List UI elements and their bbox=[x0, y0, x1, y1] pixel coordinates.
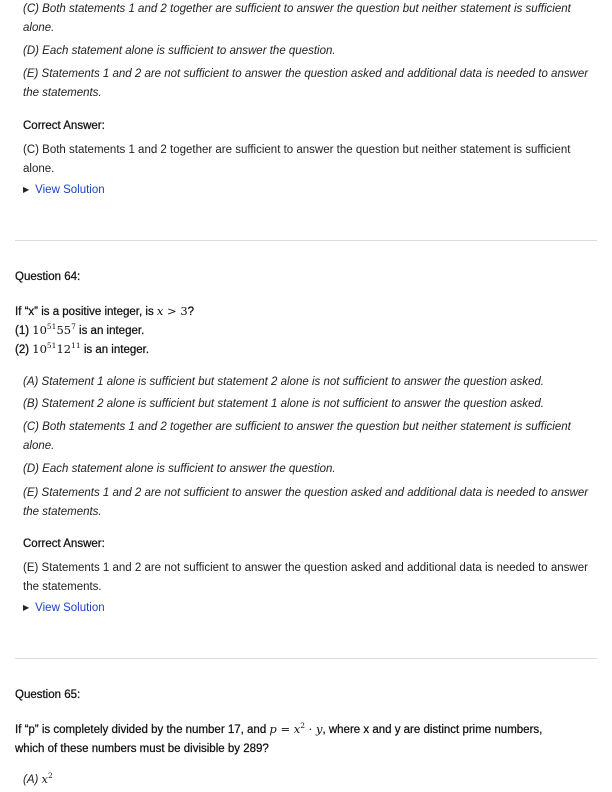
q64-s2-base1: 10 bbox=[32, 342, 47, 356]
q64-stem-var: x bbox=[156, 304, 164, 318]
q63-option-d: (D) Each statement alone is sufficient to answer the question. bbox=[23, 45, 336, 57]
q65-title: Question 65: bbox=[15, 689, 81, 701]
q63-option-e: (E) Statements 1 and 2 are not sufficient to answer the question asked and additional data is needed to answer the statements. bbox=[23, 68, 589, 99]
q64-option-e: (E) Statements 1 and 2 are not sufficient to answer the question asked and additional data is needed to answer the statements. bbox=[23, 487, 589, 518]
q64-statement-2 bbox=[15, 340, 595, 360]
q64-option-d: (D) Each statement alone is sufficient to answer the question. bbox=[23, 463, 336, 475]
q64-stem bbox=[15, 302, 595, 322]
q64-option-a: (A) Statement 1 alone is sufficient but statement 2 alone is not sufficient to answer the question asked. bbox=[23, 376, 544, 388]
q64-s1-prefix: (1) bbox=[15, 325, 33, 337]
divider bbox=[15, 240, 597, 241]
q65-stem-line2: which of these numbers must be divisible by 289? bbox=[15, 743, 269, 755]
q64-s1-exp1: 51 bbox=[46, 322, 57, 331]
q65-stem-part2: , where x and y are distinct prime numbers, bbox=[322, 724, 543, 736]
q65-stem-part1: If “p” is completely divided by the number 17, and bbox=[15, 724, 270, 736]
q63-option-c: (C) Both statements 1 and 2 together are sufficient to answer the question but neither statement is sufficient alone. bbox=[23, 3, 571, 34]
q64-view-solution-link[interactable] bbox=[23, 602, 105, 614]
q64-s2-exp2: 11 bbox=[71, 341, 81, 350]
q65-stem-math: p = x bbox=[269, 722, 301, 736]
q63-view-solution-label: View Solution bbox=[35, 184, 105, 196]
q63-view-solution-link[interactable] bbox=[23, 184, 105, 196]
q64-stem-inequality: > 3 bbox=[163, 304, 188, 318]
q64-s1-suffix: is an integer. bbox=[75, 325, 145, 337]
q64-s2-suffix: is an integer. bbox=[80, 344, 150, 356]
q64-option-c: (C) Both statements 1 and 2 together are sufficient to answer the question but neither statement is sufficient alone. bbox=[23, 421, 571, 452]
q64-s1-base2: 55 bbox=[56, 323, 72, 337]
play-triangle-icon: ▶ bbox=[23, 185, 30, 194]
q64-stem-suffix: ? bbox=[187, 306, 195, 318]
q63-correct-answer-label: Correct Answer: bbox=[23, 120, 105, 132]
q64-option-b: (B) Statement 2 alone is sufficient but statement 1 alone is not sufficient to answer the question asked. bbox=[23, 398, 544, 410]
q65-option-a-prefix: (A) bbox=[23, 774, 42, 786]
q65-option-a bbox=[23, 770, 603, 790]
q64-s2-base2: 12 bbox=[56, 342, 72, 356]
q64-s2-exp1: 51 bbox=[46, 341, 57, 350]
q65-option-a-exp: 2 bbox=[48, 771, 53, 780]
q64-correct-answer-text: (E) Statements 1 and 2 are not sufficient to answer the question asked and additional data is needed to answer the statements. bbox=[23, 562, 588, 593]
q64-s1-base1: 10 bbox=[32, 323, 47, 337]
q65-option-a-var: x bbox=[41, 772, 49, 786]
q64-statement-1 bbox=[15, 321, 595, 341]
q64-s2-prefix: (2) bbox=[15, 344, 33, 356]
q65-stem bbox=[15, 720, 595, 759]
q65-stem-math-rest: · y bbox=[305, 722, 323, 736]
q64-correct-answer-label: Correct Answer: bbox=[23, 538, 105, 550]
play-triangle-icon: ▶ bbox=[23, 603, 30, 612]
q64-stem-prefix: If “x” is a positive integer, is bbox=[15, 306, 157, 318]
q64-view-solution-label: View Solution bbox=[35, 602, 105, 614]
q63-correct-answer-text: (C) Both statements 1 and 2 together are sufficient to answer the question but neither statement is sufficient alone. bbox=[23, 144, 571, 175]
q65-stem-math-exp: 2 bbox=[300, 721, 305, 730]
divider bbox=[15, 658, 597, 659]
q64-s1-exp2: 7 bbox=[71, 322, 76, 331]
q64-title: Question 64: bbox=[15, 271, 81, 283]
